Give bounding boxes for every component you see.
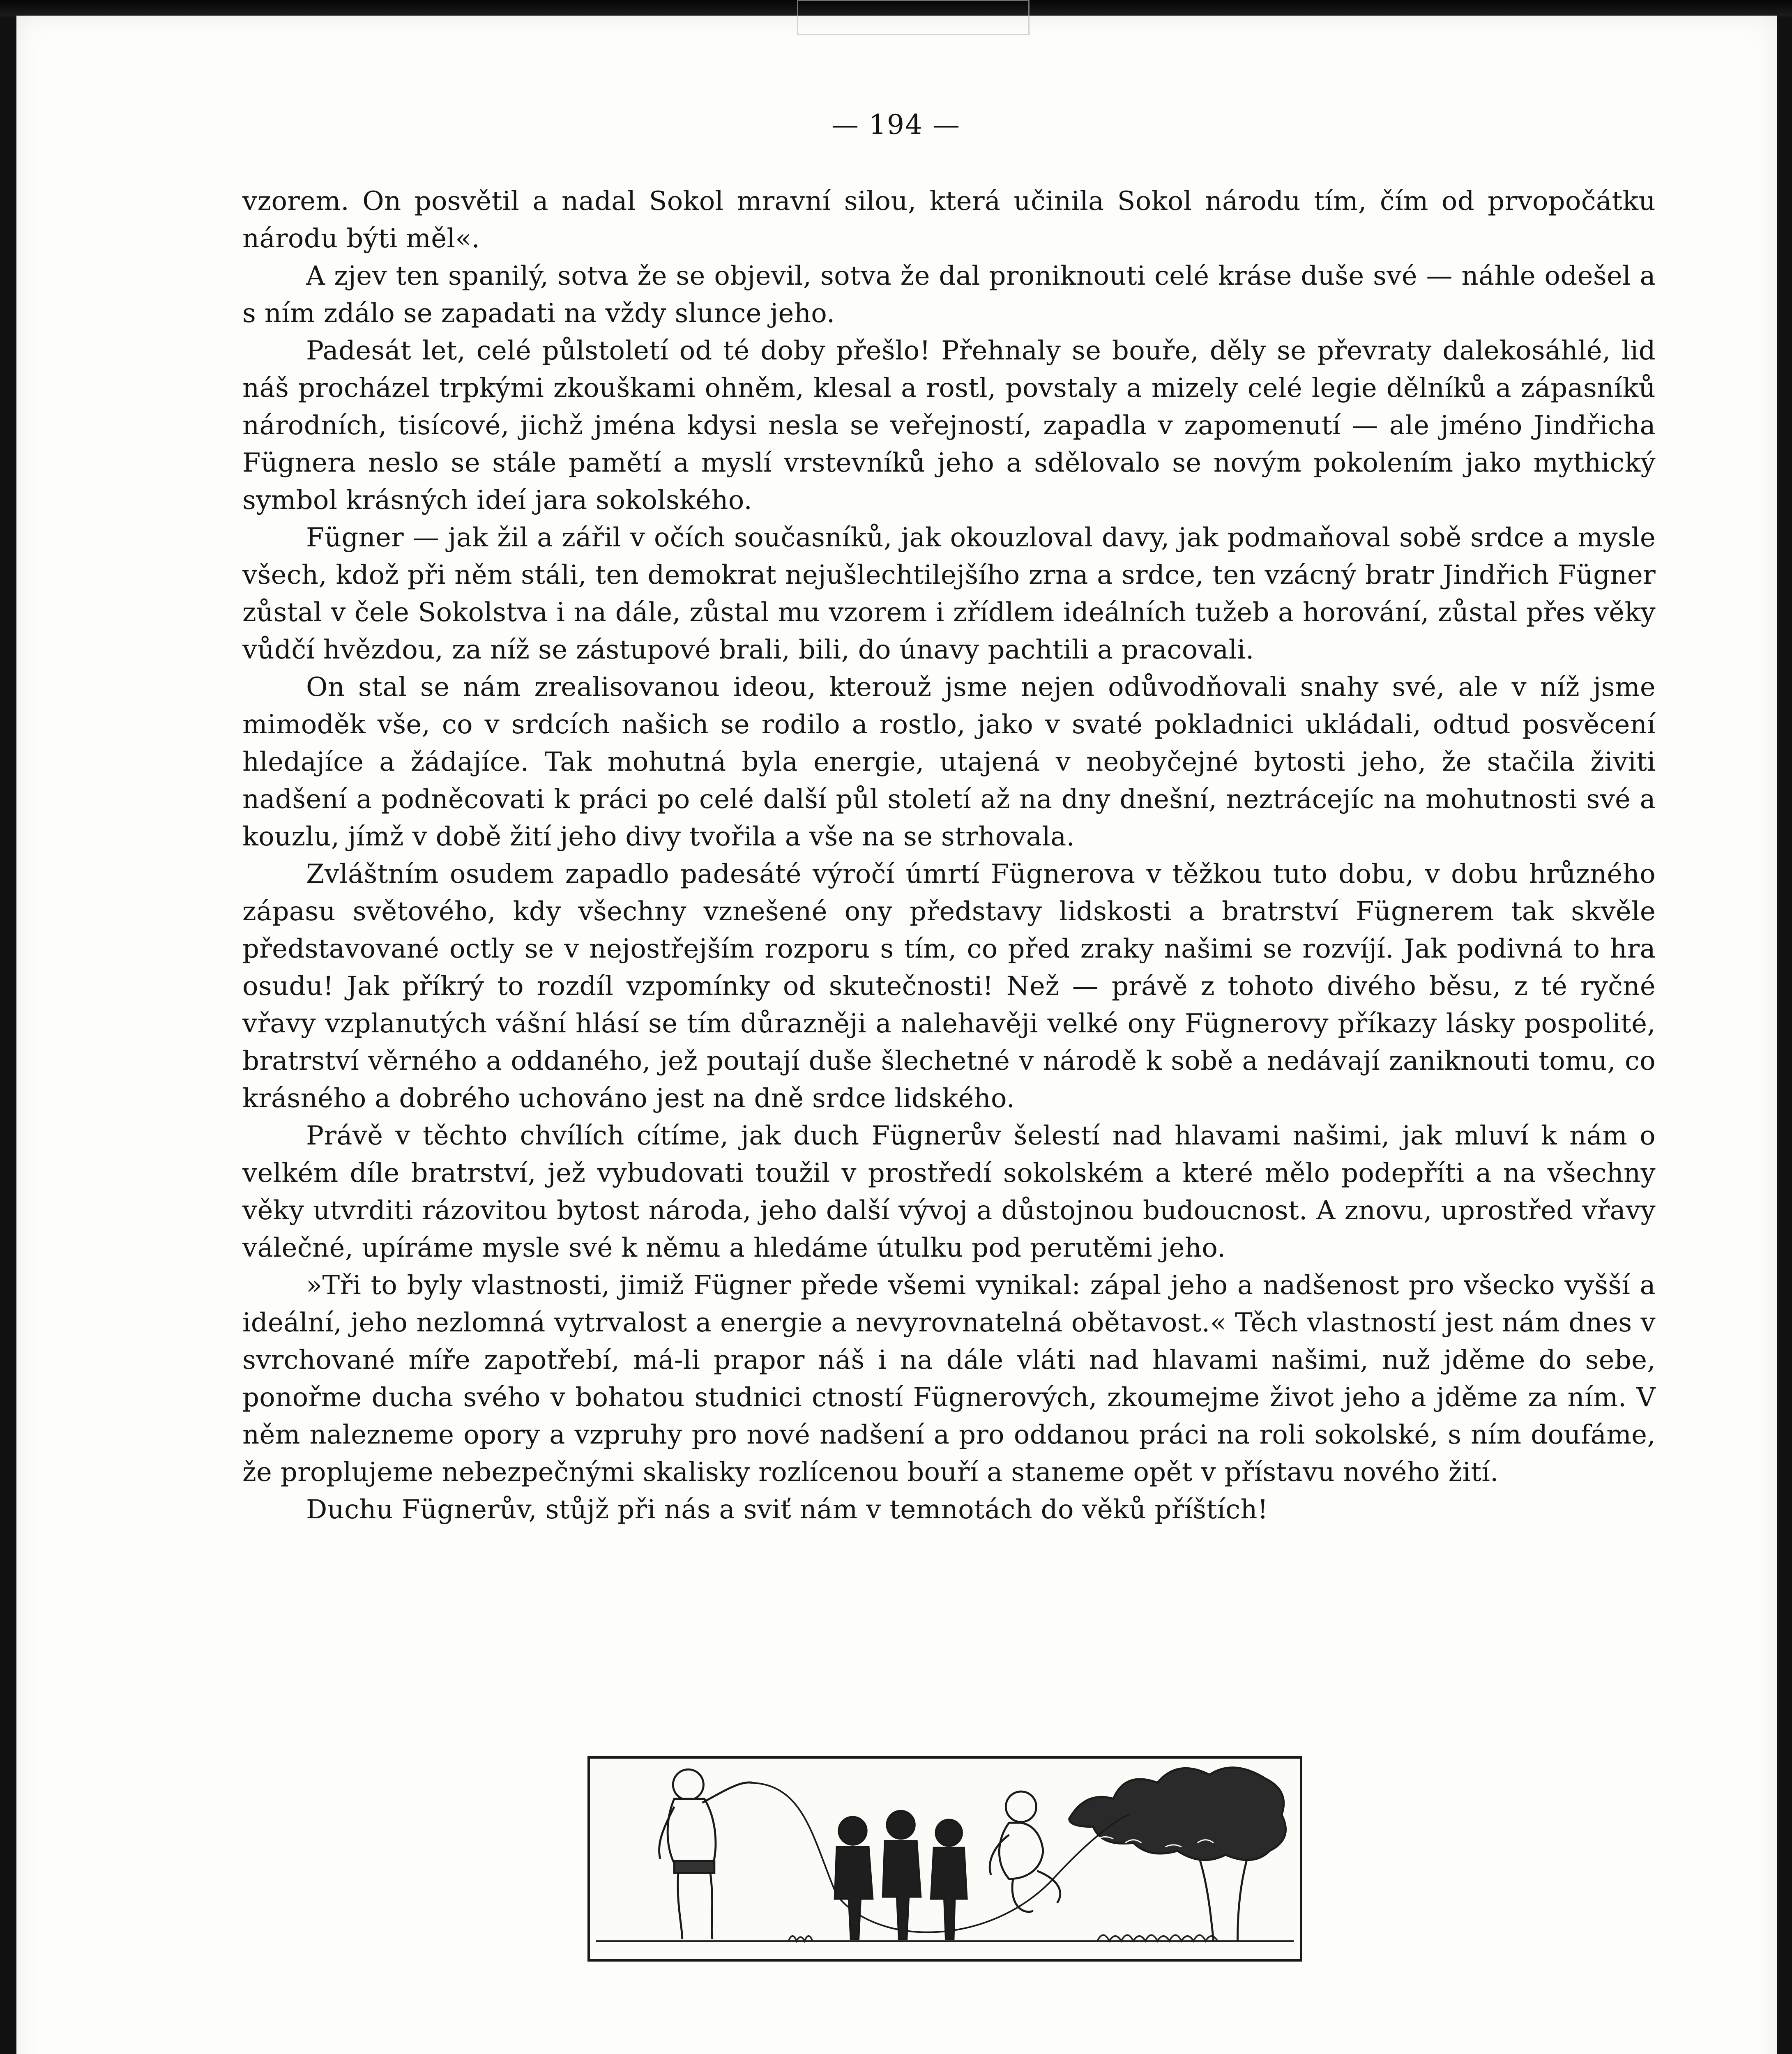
athlete-figure xyxy=(659,1769,752,1939)
article-body xyxy=(242,183,1656,1529)
paragraph: Právě v těchto chvílích cítíme, jak duch Fügnerův šelestí nad hlavami našimi, jak mluví k nám o velkém díle bratrství, jež vybudovati toužil v prostředí sokolském a které mělo podepříti a na všechny věky utvrditi rázovitou bytost národa, jeho další vývoj a důstojnou budoucnost. A znovu, uprostřed vřavy válečné, upíráme mysle své k němu a hledáme útulku pod perutěmi jeho. xyxy=(242,1121,1656,1263)
binding-mark xyxy=(797,0,1030,35)
jumper-head xyxy=(1006,1791,1036,1822)
paragraph: Fügner — jak žil a zářil v očích současníků, jak okouzloval davy, jak podmaňoval sobě srdce a mysle všech, kdož při něm stáli, ten demokrat nejušlechtilejšího zrna a srdce, ten vzácný bratr Jindřich Fügner zůstal v čele Sokolstva i na dále, zůstal mu vzorem i zřídlem ideálních tužeb a horování, zůstal přes věky vůdčí hvězdou, za níž se zástupové brali, bili, do únavy pachtili a pracovali. xyxy=(242,523,1656,665)
athlete-arm xyxy=(703,1782,753,1803)
illustration-jump-rope xyxy=(587,1756,1302,1962)
paragraph: vzorem. On posvětil a nadal Sokol mravní silou, která učinila Sokol národu tím, čím od prvopočátku národu býti měl«. xyxy=(242,186,1656,254)
athlete-legs xyxy=(678,1873,712,1939)
jumping-child xyxy=(990,1791,1060,1912)
athlete-torso xyxy=(668,1799,716,1867)
child-body xyxy=(931,1848,967,1939)
child-head xyxy=(887,1811,914,1839)
paragraph: Duchu Fügnerův, stůjž při nás a sviť nám v temnotách do věků příštích! xyxy=(306,1494,1268,1525)
athlete-belt xyxy=(674,1861,714,1873)
page-number: — 194 — xyxy=(832,109,960,140)
illustration-drawing xyxy=(590,1759,1300,1959)
athlete-head xyxy=(673,1769,703,1800)
child-head xyxy=(936,1819,962,1846)
child-head xyxy=(838,1817,866,1845)
jumper-body xyxy=(999,1823,1043,1879)
paragraph: »Tři to byly vlastnosti, jimiž Fügner přede všemi vynikal: zápal jeho a nadšenost pro všecko vyšší a ideální, jeho nezlomná vytrvalost a energie a nevyrovnatelná obětavost.« Těch vlastností jest nám dnes v svrchované míře zapotřebí, má-li prapor náš i na dále vláti nad hlavami našimi, nuž jděme do sebe, ponořme ducha svého v bohatou studnici ctností Fügnerových, zkoumejme život jeho a jděme za ním. V něm nalezneme opory a vzpruhy pro nové nadšení a pro oddanou práci na roli sokolské, s ním doufáme, že proplujeme nebezpečnými skalisky rozlícenou bouří a staneme opět v přístavu nového žití. xyxy=(242,1270,1656,1488)
tree-foliage xyxy=(1069,1768,1286,1860)
children-group xyxy=(835,1811,967,1939)
child-body xyxy=(835,1847,873,1939)
paragraph: Zvláštním osudem zapadlo padesáté výročí úmrtí Fügnerova v těžkou tuto dobu, v dobu hrůzného zápasu světového, kdy všechny vznešené ony představy lidskosti a bratrství Fügnerem tak skvěle představované octly se v nejostřejším rozporu s tím, co před zraky našimi se rozvíjí. Jak podivná to hra osudu! Jak příkrý to rozdíl vzpomínky od skutečnosti! Než — právě z tohoto divého běsu, z té ryčné vřavy vzplanutých vášní hlásí se tím důrazněji a nalehavěji velké ony Fügnerovy příkazy lásky pospolité, bratrství věrného a oddaného, jež poutají duše šlechetné v národě k sobě a nedávají zaniknouti tomu, co krásného a dobrého uchováno jest na dně srdce lidského. xyxy=(242,859,1656,1114)
paragraph: Padesát let, celé půlstoletí od té doby přešlo! Přehnaly se bouře, děly se převraty dalekosáhlé, lid náš procházel trpkými zkouškami ohněm, klesal a rostl, povstaly a mizely celé legie dělníků a zápasníků národních, tisícové, jichž jména kdysi nesla se veřejností, zapadla v zapomenutí — ale jméno Jindřicha Fügnera neslo se stále pamětí a myslí vrstevníků jeho a sdělovalo se novým pokolením jako mythický symbol krásných ideí jara sokolského. xyxy=(242,336,1656,516)
paragraph: On stal se nám zrealisovanou ideou, kterouž jsme nejen odůvodňovali snahy své, ale v níž jsme mimoděk vše, co v srdcích našich se rodilo a rostlo, jako v svaté pokladnici ukládali, odtud posvěcení hledajíce a žádajíce. Tak mohutná byla energie, utajená v neobyčejné bytosti jeho, že stačila živiti nadšení a podněcovati k práci po celé další půl století až na dny dnešní, neztrácejíc na mohutnosti své a kouzlu, jímž v době žití jeho divy tvořila a vše na se strhovala. xyxy=(242,672,1656,852)
child-body xyxy=(883,1841,921,1939)
tree xyxy=(1069,1768,1286,1941)
paragraph: A zjev ten spanilý, sotva že se objevil, sotva že dal proniknouti celé kráse duše své — náhle odešel a s ním zdálo se zapadati na vždy slunce jeho. xyxy=(242,261,1656,329)
